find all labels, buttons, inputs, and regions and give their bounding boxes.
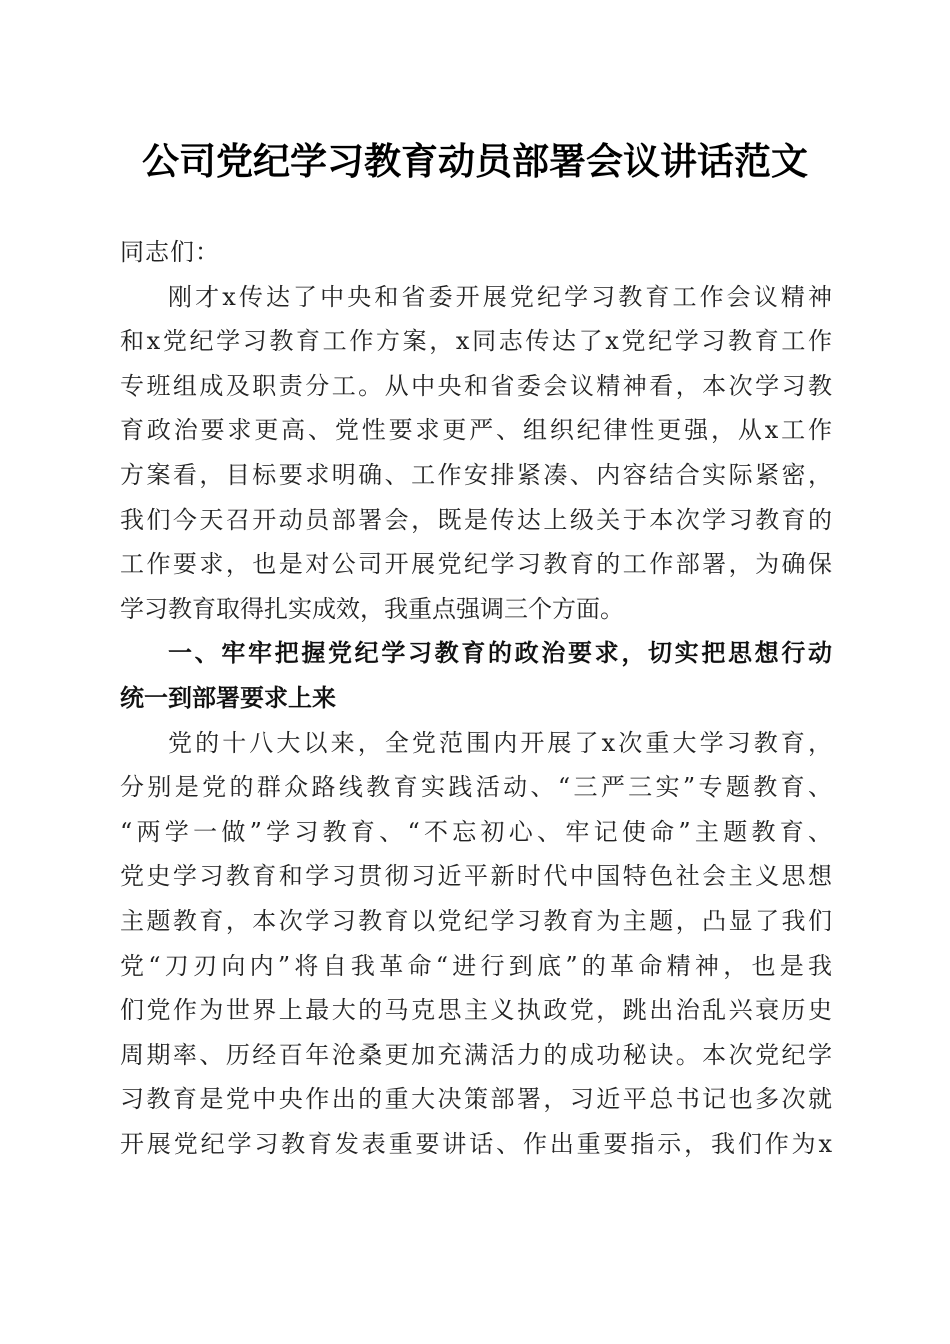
paragraph-line: 刚才x传达了中央和省委开展党纪学习教育工作会议精神 xyxy=(168,282,832,311)
heading-line: 统一到部署要求上来 xyxy=(120,683,336,712)
paragraph-line: 们党作为世界上最大的马克思主义执政党，跳出治乱兴衰历史 xyxy=(120,996,832,1025)
paragraph-line: 专班组成及职责分工。从中央和省委会议精神看，本次学习教 xyxy=(120,371,832,400)
paragraph-line: 育政治要求更高、党性要求更严、组织纪律性更强，从x工作 xyxy=(120,416,832,445)
salutation: 同志们： xyxy=(120,238,220,266)
paragraph-line: 学习教育取得扎实成效，我重点强调三个方面。 xyxy=(120,594,624,623)
paragraph-line: 主题教育，本次学习教育以党纪学习教育为主题，凸显了我们 xyxy=(120,906,832,935)
paragraph-line: 开展党纪学习教育发表重要讲话、作出重要指示，我们作为x xyxy=(120,1129,832,1158)
paragraph-line: 和x党纪学习教育工作方案，x同志传达了x党纪学习教育工作 xyxy=(120,327,832,356)
paragraph-line: 我们今天召开动员部署会，既是传达上级关于本次学习教育的 xyxy=(120,505,832,534)
paragraph-line: 党史学习教育和学习贯彻习近平新时代中国特色社会主义思想 xyxy=(120,862,832,891)
document-title: 公司党纪学习教育动员部署会议讲话范文 xyxy=(142,139,808,183)
paragraph-line: 工作要求，也是对公司开展党纪学习教育的工作部署，为确保 xyxy=(120,550,832,579)
document-body xyxy=(120,230,832,1166)
paragraph-line: 党的十八大以来，全党范围内开展了x次重大学习教育， xyxy=(168,728,832,757)
heading-line: 一、牢牢把握党纪学习教育的政治要求，切实把思想行动 xyxy=(168,639,832,668)
paragraph-line: “两学一做”学习教育、“不忘初心、牢记使命”主题教育、 xyxy=(120,817,832,846)
section-heading-1 xyxy=(120,631,832,720)
paragraph-line: 方案看，目标要求明确、工作安排紧凑、内容结合实际紧密， xyxy=(120,460,832,489)
paragraph-1 xyxy=(120,275,832,632)
paragraph-line: 党“刀刃向内”将自我革命“进行到底”的革命精神，也是我 xyxy=(120,951,832,980)
paragraph-2 xyxy=(120,721,832,1167)
paragraph-line: 周期率、历经百年沧桑更加充满活力的成功秘诀。本次党纪学 xyxy=(120,1040,832,1069)
paragraph-line: 习教育是党中央作出的重大决策部署，习近平总书记也多次就 xyxy=(120,1085,832,1114)
paragraph-line: 分别是党的群众路线教育实践活动、“三严三实”专题教育、 xyxy=(120,773,832,802)
